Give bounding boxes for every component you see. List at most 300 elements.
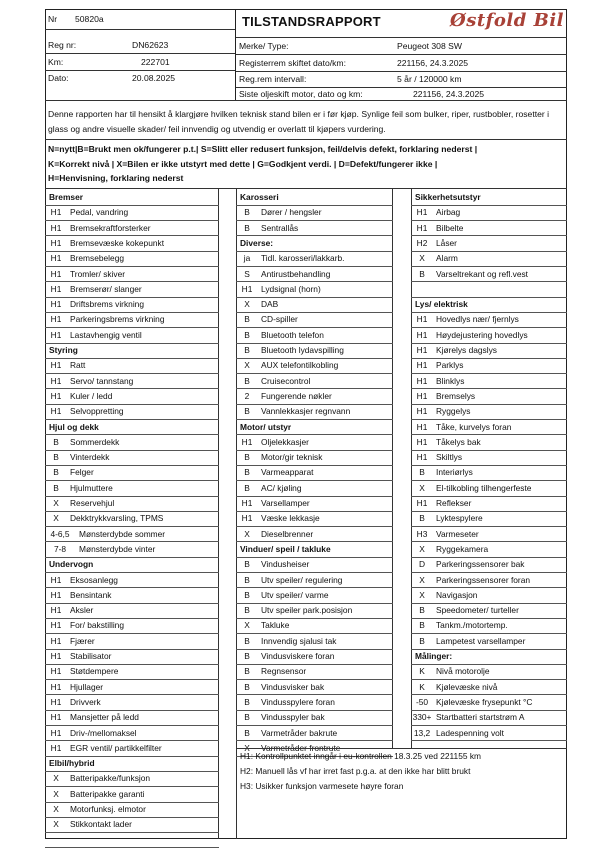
checklist-row (45, 787, 219, 802)
status-code: B (244, 574, 250, 585)
checklist-item-label: Oljelekkasjer (261, 436, 309, 447)
checklist-row (411, 450, 567, 465)
status-code: B (244, 712, 250, 723)
checklist-item-label: Motor/gir teknisk (261, 452, 323, 463)
legend (48, 142, 564, 186)
checklist-row (411, 664, 567, 679)
checklist-item-label: AC/ kjøling (261, 482, 302, 493)
reg-label: Reg nr: (48, 40, 77, 50)
status-code: B (244, 406, 250, 417)
checklist-item-label: Høydejustering hovedlys (436, 329, 528, 340)
status-code: 13,2 (413, 727, 431, 738)
checklist-row (236, 312, 393, 327)
checklist-row (45, 511, 219, 526)
checklist-item-label: Lastavhengig ventil (70, 329, 142, 340)
status-code: K (419, 681, 425, 692)
checklist-item-label: CD-spiller (261, 314, 298, 325)
status-code: H1 (50, 651, 62, 661)
status-code: B (244, 207, 250, 218)
status-code: X (53, 804, 59, 814)
status-code: 330+ (412, 712, 432, 723)
checklist-item-label: Nivå motorolje (436, 666, 490, 677)
checklist-row (45, 618, 219, 633)
make-row (236, 38, 567, 54)
checklist-row (236, 297, 393, 312)
checklist-item-label: Tidl. karosseri/lakkarb. (261, 253, 345, 264)
checklist-item-label: Sommerdekk (70, 436, 120, 447)
section-heading-label: Bremser (49, 192, 83, 202)
checklist-item-label: For/ bakstilling (70, 620, 124, 631)
checklist-row (411, 527, 567, 542)
checklist-row (45, 389, 219, 404)
checklist-item-label: Drivverk (70, 696, 101, 707)
status-code: H1 (416, 421, 428, 432)
report-title: TILSTANDSRAPPORT (242, 14, 381, 29)
checklist-row (45, 267, 219, 282)
checklist-row (236, 680, 393, 695)
checklist-row (45, 450, 219, 465)
status-code: B (244, 467, 250, 478)
checklist-item-label: Kjølevæske nivå (436, 681, 498, 692)
belt-label: Registerrem skiftet dato/km: (239, 58, 346, 68)
checklist-row (411, 221, 567, 236)
checklist-row (236, 496, 393, 511)
checklist-item-label: Lyktespylere (436, 513, 483, 524)
section-heading (236, 236, 393, 251)
status-code: H1 (241, 513, 253, 524)
checklist-row (45, 833, 219, 848)
checklist-row (45, 205, 219, 220)
checklist-item-label: Bremserør/ slanger (70, 283, 142, 294)
checklist-row (236, 221, 393, 236)
status-code: H1 (416, 436, 428, 447)
checklist-row (45, 649, 219, 664)
status-code: B (244, 589, 250, 600)
checklist-item-label: Utv speiler/ varme (261, 589, 329, 600)
checklist-row (45, 542, 219, 557)
status-code: H1 (416, 406, 428, 417)
checklist-item-label: Fjærer (70, 635, 95, 646)
status-code: B (244, 482, 250, 493)
date-row (45, 70, 235, 86)
km-value: 222701 (141, 57, 170, 67)
checklist-item-label: Dieselbrenner (261, 528, 314, 539)
status-code: K (419, 666, 425, 677)
checklist-item-label: Interiørlys (436, 467, 473, 478)
status-code: B (244, 314, 250, 325)
checklist-item-label: Parkeringssensorer bak (436, 559, 525, 570)
status-code: X (419, 574, 425, 585)
status-code: B (244, 651, 250, 661)
checklist-row (236, 267, 393, 282)
checklist-row (411, 618, 567, 633)
row-divider (45, 847, 219, 848)
checklist-row (236, 710, 393, 725)
belt-value: 221156, 24.3.2025 (397, 58, 469, 68)
checklist-row (236, 634, 393, 649)
oil-label: Siste oljeskift motor, dato og km: (239, 89, 363, 99)
header-vehicle-details (236, 9, 567, 100)
status-code: H1 (50, 574, 62, 585)
checklist-item-label: Aksler (70, 605, 94, 616)
checklist-item-label: Vindusviskere foran (261, 651, 335, 661)
status-code: X (244, 360, 250, 371)
checklist-row (45, 573, 219, 588)
status-code: H1 (50, 207, 62, 218)
checklist-item-label: Væske lekkasje (261, 513, 320, 524)
interval-label: Reg.rem intervall: (239, 74, 307, 84)
checklist-row (236, 343, 393, 358)
checklist-item-label: Cruisecontrol (261, 375, 311, 386)
checklist-item-label: Selvoppretting (70, 406, 124, 417)
status-code: H1 (50, 253, 62, 264)
section-heading-label: Lys/ elektrisk (415, 299, 468, 310)
checklist-item-label: Vindusspyler bak (261, 712, 325, 723)
status-code: X (244, 299, 250, 310)
checklist-item-label: Dører / hengsler (261, 207, 322, 218)
status-code: H1 (416, 207, 428, 218)
checklist-item-label: Utv speiler park.posisjon (261, 605, 353, 616)
checklist-item-label: Hovedlys nær/ fjernlys (436, 314, 519, 325)
checklist-row (45, 435, 219, 450)
checklist-row (45, 481, 219, 496)
checklist-item-label: Tåkelys bak (436, 436, 481, 447)
legend-line: H=Henvisning, forklaring nederst (48, 173, 184, 184)
checklist-row (236, 435, 393, 450)
status-code: H1 (50, 712, 62, 723)
checklist-row (411, 312, 567, 327)
checklist-row (236, 205, 393, 220)
status-code: H1 (241, 436, 253, 447)
checklist-row (236, 404, 393, 419)
checklist-item-label: Motorfunksj. elmotor (70, 804, 146, 814)
checklist-row (236, 358, 393, 373)
row-divider (411, 740, 567, 741)
section-heading (45, 756, 219, 771)
checklist-row (411, 680, 567, 695)
status-code: B (419, 635, 425, 646)
checklist-item-label: Parklys (436, 360, 464, 371)
checklist-item-label: Parkeringssensorer foran (436, 574, 531, 585)
status-code: B (244, 681, 250, 692)
checklist-row (411, 358, 567, 373)
checklist-item-label: Hjulmuttere (70, 482, 113, 493)
status-code: S (244, 268, 250, 279)
status-code: 7-8 (53, 543, 67, 554)
checklist-row (236, 374, 393, 389)
checklist-item-label: Stabilisator (70, 651, 112, 661)
checklist-row (411, 404, 567, 419)
note-h2: H2: Manuell lås vf har irret fast p.g.a. at den ikke har blitt brukt (240, 766, 471, 776)
status-code: H1 (50, 314, 62, 325)
status-code: B (244, 329, 250, 340)
checklist-item-label: Vindusheiser (261, 559, 310, 570)
status-code: H1 (50, 222, 62, 233)
status-code: H1 (416, 498, 428, 508)
checklist-row (411, 282, 567, 297)
legend-line: K=Korrekt nivå | X=Bilen er ikke utstyrt med dette | G=Godkjent verdi. | D=Defekt/fungerer ikke | (48, 158, 438, 169)
checklist-item-label: Ratt (70, 360, 86, 371)
belt-row (236, 55, 567, 71)
status-code: B (419, 268, 425, 279)
checklist-item-label: AUX telefontilkobling (261, 360, 339, 371)
checklist-item-label: Speedometer/ turteller (436, 605, 519, 616)
status-code: H1 (50, 299, 62, 310)
checklist-row (411, 465, 567, 480)
checklist-item-label: Hjullager (70, 681, 104, 692)
checklist-item-label: Utv speiler/ regulering (261, 574, 343, 585)
intro-text: Denne rapporten har til hensikt å klargjøre hvilken teknisk stand bilen er i før kjøp. Synlige feil som bulker, riper, rustbobler, rosetter i glass og andre visuelle skader/ feil innvendig og utvendig er overlatt til kjøpers vurdering. (48, 109, 550, 134)
checklist-row (236, 481, 393, 496)
section-heading-label: Sikkerhetsutstyr (415, 192, 481, 202)
status-code: B (244, 605, 250, 616)
make-value: Peugeot 308 SW (397, 41, 462, 51)
status-code: H3 (416, 528, 428, 539)
checklist-row (411, 435, 567, 450)
checklist-row (236, 282, 393, 297)
status-code: D (418, 559, 426, 570)
status-code: B (419, 605, 425, 616)
checklist-item-label: Reflekser (436, 498, 472, 508)
checklist-row (411, 343, 567, 358)
checklist-item-label: Bensintank (70, 589, 112, 600)
checklist-item-label: Stikkontakt lader (70, 819, 132, 830)
note-h3: H3: Usikker funksjon varmesete høyre foran (240, 781, 404, 791)
checklist-row (411, 251, 567, 266)
status-code: H1 (50, 390, 62, 401)
checklist-row (45, 588, 219, 603)
checklist-row (411, 634, 567, 649)
checklist-row (411, 588, 567, 603)
section-heading (236, 542, 393, 557)
checklist-item-label: Vinterdekk (70, 452, 110, 463)
status-code: H1 (416, 329, 428, 340)
checklist-item-label: Varmeseter (436, 528, 479, 539)
checklist-row (411, 603, 567, 618)
nr-row (45, 11, 235, 27)
status-code: H1 (50, 360, 62, 371)
status-code: B (53, 482, 59, 493)
section-heading-label: Styring (49, 345, 78, 355)
checklist-row (411, 205, 567, 220)
status-code: B (244, 666, 250, 677)
section-heading-label: Undervogn (49, 559, 94, 570)
status-code: X (244, 620, 250, 631)
checklist-item-label: Pedal, vandring (70, 207, 129, 218)
status-code: H2 (416, 237, 428, 248)
legend-line: N=nytt|B=Brukt men ok/fungerer p.t.| S=Slitt eller redusert funksjon, feil/delvis defekt, forklaring nederst | (48, 144, 478, 154)
checklist-item-label: Batteripakke/funksjon (70, 773, 151, 784)
make-label: Merke/ Type: (239, 41, 289, 51)
checklist-row (411, 496, 567, 511)
checklist-item-label: El-tilkobling tilhengerfeste (436, 482, 532, 493)
checklist-item-label: Airbag (436, 207, 461, 218)
checklist-item-label: Batteripakke garanti (70, 788, 145, 799)
status-code: H1 (416, 375, 428, 386)
section-heading (45, 557, 219, 572)
checklist-row (411, 710, 567, 725)
km-row (45, 54, 235, 70)
status-code: H1 (50, 329, 62, 340)
status-code: X (53, 773, 59, 784)
checklist-item-label: Støtdempere (70, 666, 119, 677)
checklist-row (45, 771, 219, 786)
status-code: H1 (50, 406, 62, 417)
checklist-row (45, 680, 219, 695)
status-code: X (419, 589, 425, 600)
checklist-row (45, 802, 219, 817)
interval-row (236, 71, 567, 87)
status-code: H1 (416, 314, 428, 325)
status-code: B (53, 452, 59, 463)
nr-value: 50820a (75, 14, 104, 24)
status-code: H1 (50, 727, 62, 738)
checklist-row (236, 251, 393, 266)
checklist-row (45, 221, 219, 236)
checklist-item-label: Takluke (261, 620, 290, 631)
checklist-item-label: Parkeringsbrems virkning (70, 314, 165, 325)
section-heading-label: Hjul og dekk (49, 421, 99, 432)
checklist-row (236, 511, 393, 526)
status-code: B (419, 513, 425, 524)
checklist-row (45, 741, 219, 756)
section-heading (45, 420, 219, 435)
checklist-item-label: EGR ventil/ partikkelfilter (70, 742, 162, 753)
section-heading (411, 649, 567, 664)
checklist-item-label: Kuler / ledd (70, 390, 113, 401)
checklist-item-label: DAB (261, 299, 279, 310)
checklist-row (45, 817, 219, 832)
checklist-item-label: Bremsebelegg (70, 253, 125, 264)
status-code: H1 (416, 360, 428, 371)
checklist-item-label: Mansjetter på ledd (70, 712, 139, 723)
checklist-item-label: Ryggelys (436, 406, 471, 417)
checklist-item-label: Dekktrykkvarsling, TPMS (70, 513, 164, 524)
status-code: B (419, 620, 425, 631)
checklist-row (236, 726, 393, 741)
checklist-item-label: Lampetest varsellamper (436, 635, 526, 646)
checklist-row (45, 312, 219, 327)
date-label: Dato: (48, 73, 69, 83)
checklist-item-label: Servo/ tannstang (70, 375, 134, 386)
status-code: H1 (416, 345, 428, 355)
checklist-row (236, 649, 393, 664)
checklist-item-label: Vindusspylere foran (261, 696, 335, 707)
section-heading (236, 420, 393, 435)
checklist-item-label: Bremsevæske kokepunkt (70, 237, 165, 248)
checklist-row (236, 588, 393, 603)
checklist-item-label: Fungerende nøkler (261, 390, 332, 401)
checklist-row (411, 695, 567, 710)
checklist-row (236, 450, 393, 465)
checklist-row (236, 328, 393, 343)
reg-value: DN62623 (132, 40, 169, 50)
section-heading-label: Målinger: (415, 651, 453, 661)
checklist-row (236, 664, 393, 679)
checklist-row (411, 236, 567, 251)
status-code: H1 (50, 620, 62, 631)
checklist-row (411, 726, 567, 741)
checklist-row (45, 726, 219, 741)
date-value: 20.08.2025 (132, 73, 176, 83)
checklist-item-label: Mønsterdybde sommer (79, 528, 166, 539)
status-code: -50 (415, 696, 429, 707)
checklist-row (236, 557, 393, 572)
checklist-row (45, 328, 219, 343)
checklist-item-label: Varseltrekant og refl.vest (436, 268, 529, 279)
status-code: H1 (50, 589, 62, 600)
checklist-row (45, 496, 219, 511)
status-code: X (419, 482, 425, 493)
checklist-item-label: Varsellamper (261, 498, 310, 508)
checklist-row (45, 404, 219, 419)
status-code: X (53, 788, 59, 799)
checklist-row (411, 267, 567, 282)
checklist-item-label: Tåke, kurvelys foran (436, 421, 512, 432)
checklist-row (236, 573, 393, 588)
checklist-item-label: Vannlekkasjer regnvann (261, 406, 351, 417)
status-code: H1 (50, 681, 62, 692)
checklist-item-label: Tromler/ skiver (70, 268, 126, 279)
checklist-row (45, 358, 219, 373)
checklist-row (45, 374, 219, 389)
status-code: B (244, 375, 250, 386)
checklist-row (45, 297, 219, 312)
checklist-item-label: Tankm./motortemp. (436, 620, 508, 631)
checklist-row (45, 710, 219, 725)
status-code: 4-6,5 (50, 528, 70, 539)
checklist-item-label: Felger (70, 467, 94, 478)
status-code: H1 (50, 283, 62, 294)
section-heading (45, 190, 219, 205)
status-code: B (53, 467, 59, 478)
checklist-row (45, 465, 219, 480)
checklist-item-label: Innvendig sjalusi tak (261, 635, 337, 646)
checklist-row (45, 695, 219, 710)
checklist-item-label: Navigasjon (436, 589, 478, 600)
checklist-item-label: Alarm (436, 253, 458, 264)
checklist-row (45, 282, 219, 297)
checklist-item-label: Reservehjul (70, 498, 115, 508)
checklist-row (411, 557, 567, 572)
checklist-row (45, 634, 219, 649)
checklist-item-label: Varmetråder bakrute (261, 727, 338, 738)
checklist-row (411, 389, 567, 404)
status-code: H1 (50, 605, 62, 616)
checklist-row (236, 695, 393, 710)
checklist-item-label: Vindusvisker bak (261, 681, 325, 692)
section-heading (45, 343, 219, 358)
checklist-item-label: Startbatteri startstrøm A (436, 712, 525, 723)
checklist-item-label: Varmeapparat (261, 467, 314, 478)
status-code: H1 (50, 375, 62, 386)
checklist-row (411, 374, 567, 389)
note-h1: H1: Kontrollpunktet inngår i eu-kontrollen 18.3.25 ved 221155 km (240, 751, 482, 761)
checklist-item-label: Lydsignal (horn) (261, 283, 321, 294)
status-code: X (53, 513, 59, 524)
section-heading-label: Diverse: (240, 237, 274, 248)
status-code: H1 (416, 452, 428, 463)
status-code: B (244, 559, 250, 570)
checklist-row (411, 511, 567, 526)
brand-logo: Østfold Bil (450, 10, 564, 31)
status-code: H1 (241, 498, 253, 508)
status-code: B (244, 635, 250, 646)
checklist-item-label: Kjølevæske frysepunkt °C (436, 696, 533, 707)
checklist-row (236, 389, 393, 404)
checklist-row (236, 603, 393, 618)
status-code: X (244, 528, 250, 539)
